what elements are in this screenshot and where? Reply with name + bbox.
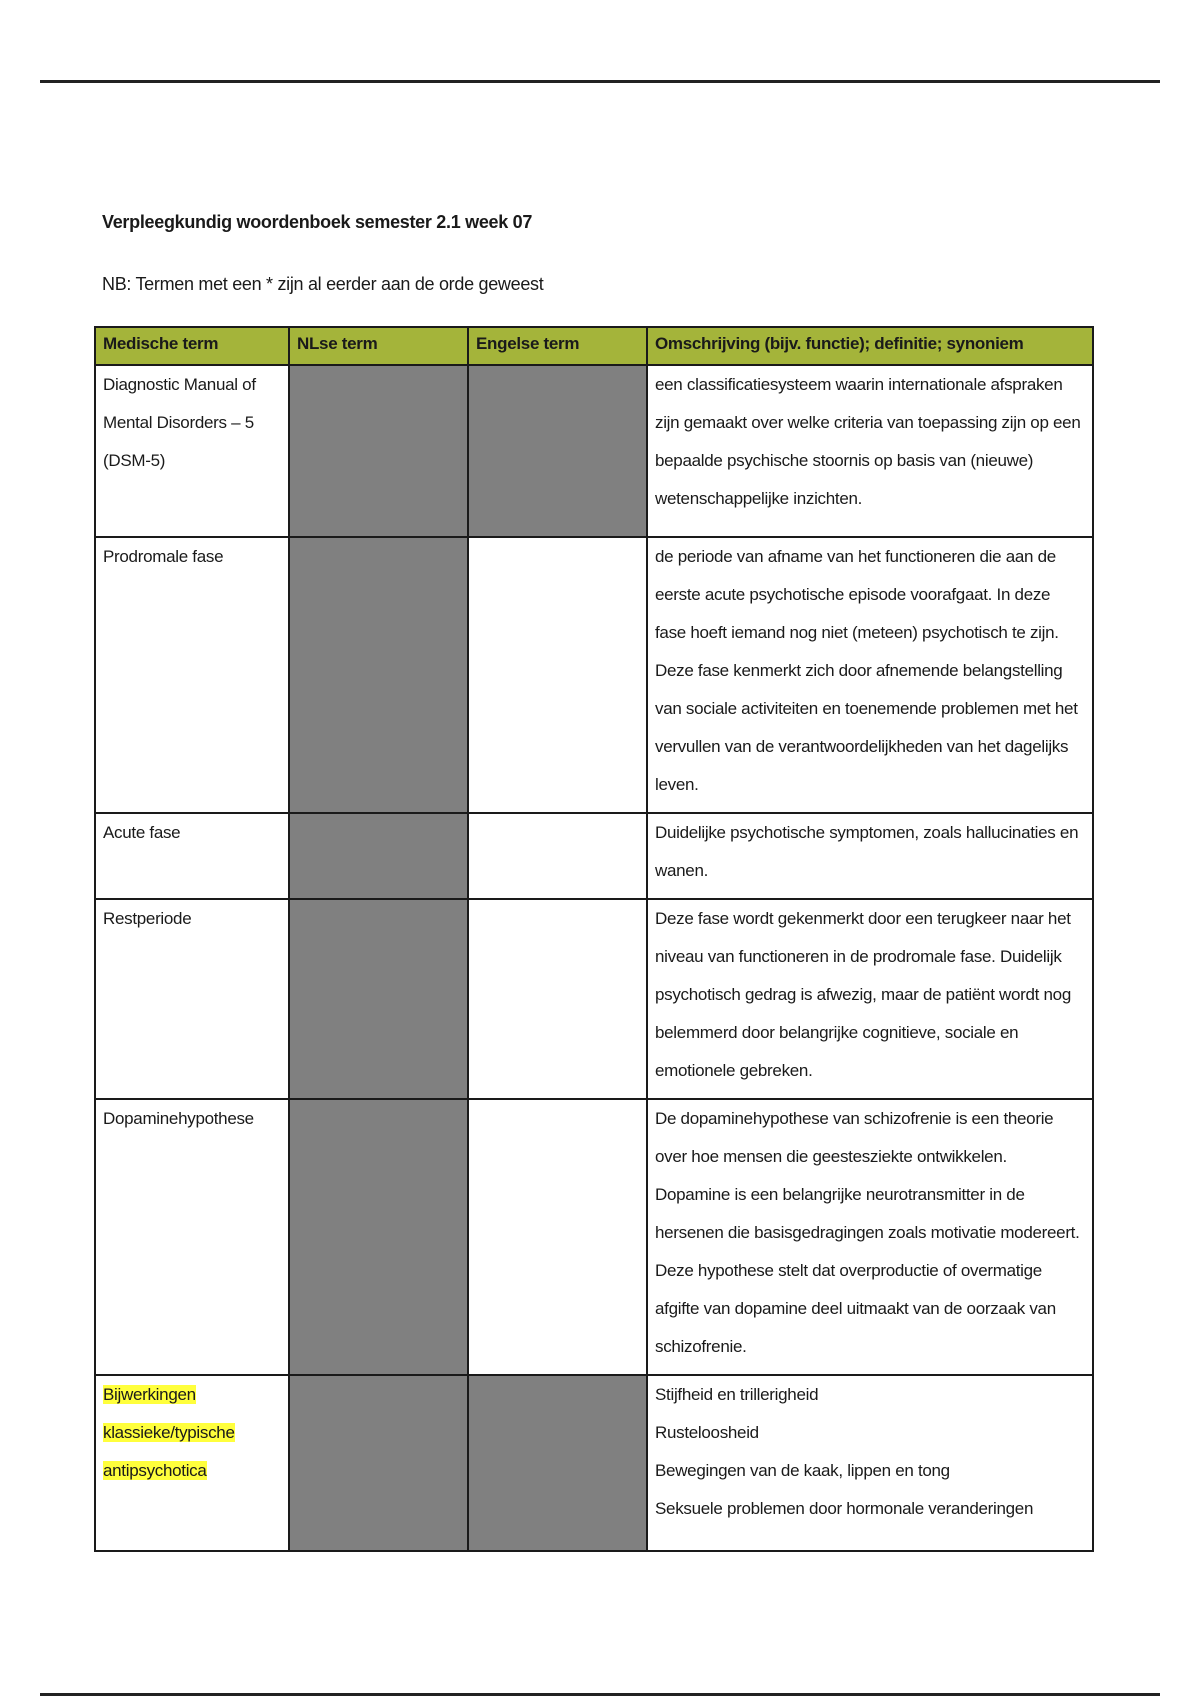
- header-description: Omschrijving (bijv. functie); definitie; synoniem: [647, 327, 1093, 365]
- english-term-cell[interactable]: [468, 899, 647, 1099]
- dutch-term-cell[interactable]: [289, 813, 468, 899]
- bottom-rule: [40, 1693, 1160, 1696]
- description-line: Bewegingen van de kaak, lippen en tong: [655, 1461, 950, 1480]
- table-row: [95, 365, 1093, 537]
- terms-table: [94, 326, 1094, 1552]
- table-row: [95, 1375, 1093, 1551]
- dutch-term-cell[interactable]: [289, 1099, 468, 1375]
- description-line: Seksuele problemen door hormonale veranderingen: [655, 1499, 1034, 1518]
- medical-term-cell: Prodromale fase: [95, 537, 289, 813]
- medical-term-cell: Acute fase: [95, 813, 289, 899]
- top-rule: [40, 80, 1160, 83]
- table-header-row: [95, 327, 1093, 365]
- description-line: Stijfheid en trillerigheid: [655, 1385, 819, 1404]
- medical-term-cell: Dopaminehypothese: [95, 1099, 289, 1375]
- medical-term-cell: Diagnostic Manual of Mental Disorders – 5 (DSM-5): [95, 365, 289, 537]
- dutch-term-cell[interactable]: [289, 537, 468, 813]
- table-row: [95, 899, 1093, 1099]
- header-dutch-term: NLse term: [289, 327, 468, 365]
- description-cell: Deze fase wordt gekenmerkt door een terugkeer naar het niveau van functioneren in de prodromale fase. Duidelijk psychotisch gedrag is afwezig, maar de patiënt wordt nog belemmerd door belangrijke cognitieve, sociale en emotionele gebreken.: [647, 899, 1093, 1099]
- dutch-term-cell[interactable]: [289, 1375, 468, 1551]
- table-row: [95, 813, 1093, 899]
- dutch-term-cell[interactable]: [289, 899, 468, 1099]
- document-note: NB: Termen met een * zijn al eerder aan de orde geweest: [102, 274, 544, 294]
- table-row: [95, 537, 1093, 813]
- description-cell: Duidelijke psychotische symptomen, zoals hallucinaties en wanen.: [647, 813, 1093, 899]
- medical-term-cell: [95, 1375, 289, 1551]
- english-term-cell[interactable]: [468, 1375, 647, 1551]
- header-medical-term: Medische term: [95, 327, 289, 365]
- dutch-term-cell[interactable]: [289, 365, 468, 537]
- table-row: [95, 1099, 1093, 1375]
- english-term-cell[interactable]: [468, 813, 647, 899]
- english-term-cell[interactable]: [468, 537, 647, 813]
- highlighted-medical-term: Bijwerkingen klassieke/typische antipsychotica: [103, 1385, 235, 1480]
- description-line: Rusteloosheid: [655, 1423, 759, 1442]
- description-cell: een classificatiesysteem waarin internationale afspraken zijn gemaakt over welke criteria van toepassing zijn op een bepaalde psychische stoornis op basis van (nieuwe) wetenschappelijke inzichten.: [647, 365, 1093, 537]
- header-english-term: Engelse term: [468, 327, 647, 365]
- description-cell: De dopaminehypothese van schizofrenie is een theorie over hoe mensen die geestesziekte ontwikkelen. Dopamine is een belangrijke neurotransmitter in de hersenen die basisgedragingen zoals motivatie modereert. Deze hypothese stelt dat overproductie of overmatige afgifte van dopamine deel uitmaakt van de oorzaak van schizofrenie.: [647, 1099, 1093, 1375]
- english-term-cell[interactable]: [468, 1099, 647, 1375]
- medical-term-cell: Restperiode: [95, 899, 289, 1099]
- description-cell: de periode van afname van het functioneren die aan de eerste acute psychotische episode voorafgaat. In deze fase hoeft iemand nog niet (meteen) psychotisch te zijn. Deze fase kenmerkt zich door afnemende belangstelling van sociale activiteiten en toenemende problemen met het vervullen van de verantwoordelijkheden van het dagelijks leven.: [647, 537, 1093, 813]
- english-term-cell[interactable]: [468, 365, 647, 537]
- description-cell: [647, 1375, 1093, 1551]
- document-title: Verpleegkundig woordenboek semester 2.1 week 07: [102, 212, 533, 232]
